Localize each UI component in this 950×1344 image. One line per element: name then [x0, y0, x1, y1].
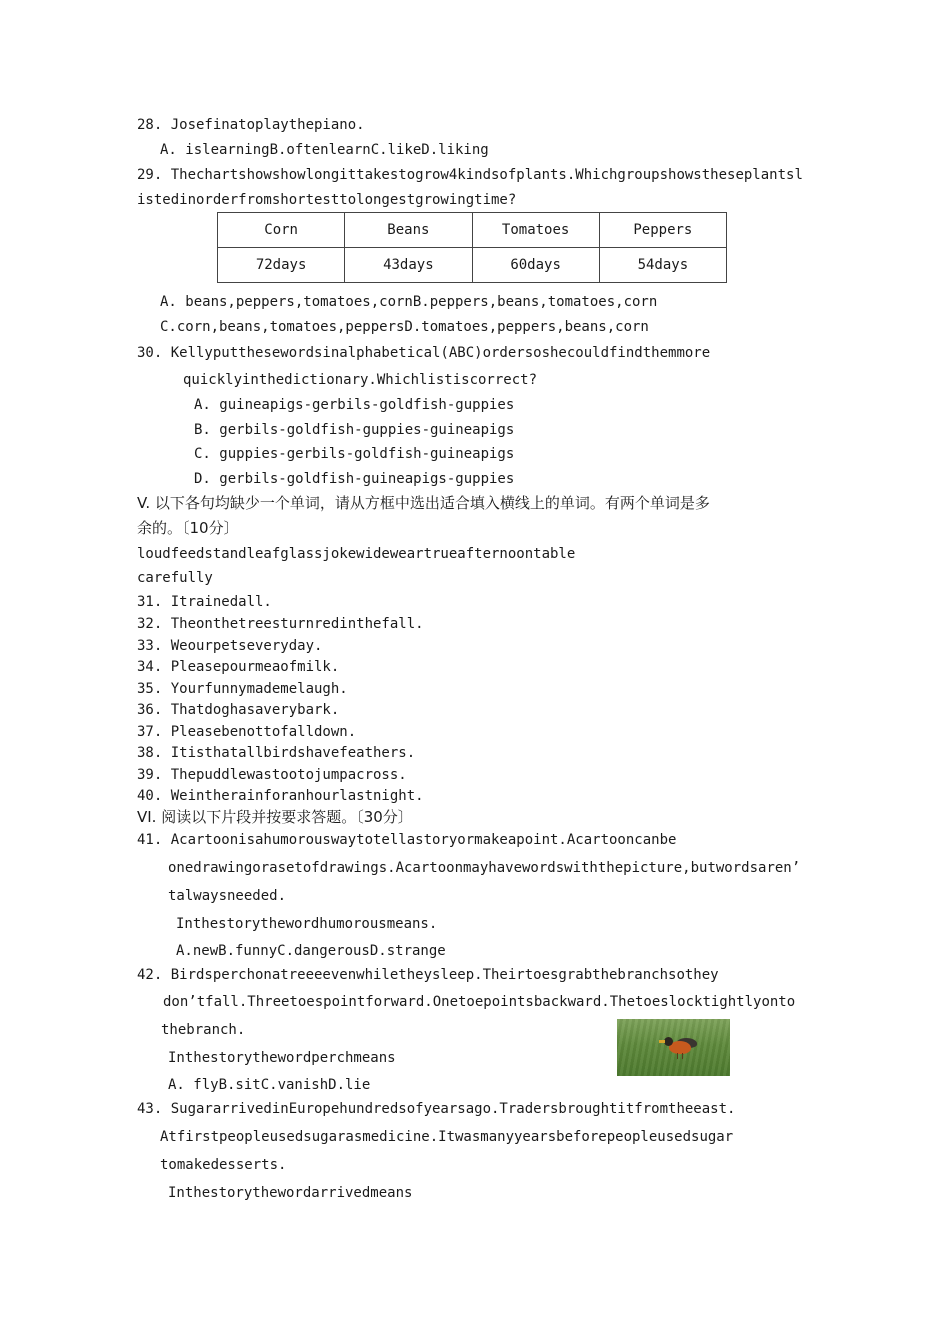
table-header-cell: Corn [218, 213, 345, 248]
section-5-heading-line2: 余的。〔10分〕 [137, 519, 239, 537]
section-6-heading: VI. 阅读以下片段并按要求答题。〔30分〕 [137, 808, 413, 826]
question-43-line3: tomakedesserts. [160, 1157, 287, 1173]
question-42-line3: thebranch. [161, 1022, 246, 1038]
question-31: 31. Itrainedall. [137, 594, 272, 610]
table-cell: 54days [599, 248, 726, 283]
question-34: 34. Pleasepourmeaofmilk. [137, 659, 340, 675]
table-cell: 43days [345, 248, 472, 283]
question-29-stem-line2: istedinorderfromshortesttolongestgrowingtime? [137, 192, 517, 208]
section-5-heading-line1: V. 以下各句均缺少一个单词，请从方框中选出适合填入横线上的单词。有两个单词是多 [137, 494, 710, 512]
question-33: 33. Weourpetseveryday. [137, 638, 323, 654]
question-37: 37. Pleasebenottofalldown. [137, 724, 357, 740]
question-30-option-d: D. gerbils-goldfish-guineapigs-guppies [194, 471, 515, 487]
question-35: 35. Yourfunnymademelaugh. [137, 681, 348, 697]
question-32: 32. Theonthetreesturnredinthefall. [137, 616, 424, 632]
question-29-stem-line1: 29. Thechartshowshowlongittakestogrow4kindsofplants.Whichgroupshowstheseplantsl [137, 167, 803, 183]
table-row [218, 248, 727, 283]
question-43-line1: 43. SugararrivedinEuropehundredsofyearsago.Tradersbroughtitfromtheeast. [137, 1101, 736, 1117]
question-42-line1: 42. Birdsperchonatreeeevenwhiletheysleep.Theirtoesgrabthebranchsothey [137, 967, 719, 983]
table-header-row [218, 213, 727, 248]
table-header-cell: Peppers [599, 213, 726, 248]
question-30-stem-line2: quicklyinthedictionary.Whichlistiscorrect? [183, 372, 538, 388]
question-42-options: A. flyB.sitC.vanishD.lie [168, 1077, 371, 1093]
question-38: 38. Itisthatallbirdshavefeathers. [137, 745, 416, 761]
growing-time-table [217, 212, 727, 283]
word-bank-line2: carefully [137, 570, 213, 586]
question-43-question: Inthestorythewordarrivedmeans [168, 1185, 413, 1201]
table-header-cell: Tomatoes [472, 213, 599, 248]
table-cell: 60days [472, 248, 599, 283]
question-42-question: Inthestorythewordperchmeans [168, 1050, 396, 1066]
question-39: 39. Thepuddlewastootojumpacross. [137, 767, 407, 783]
word-bank-line1: loudfeedstandleafglassjokewideweartrueafternoontable [137, 546, 576, 562]
question-41-line1: 41. Acartoonisahumorouswaytotellastoryormakeapoint.Acartooncanbe [137, 832, 677, 848]
table-header-cell: Beans [345, 213, 472, 248]
robin-photo [617, 1019, 730, 1076]
question-41-options: A.newB.funnyC.dangerousD.strange [176, 943, 446, 959]
question-36: 36. Thatdoghasaverybark. [137, 702, 340, 718]
question-29-options-line2: C.corn,beans,tomatoes,peppersD.tomatoes,peppers,beans,corn [160, 319, 649, 335]
question-42-line2: don’tfall.Threetoespointforward.Onetoepointsbackward.Thetoeslocktightlyonto [163, 994, 796, 1010]
question-30-option-b: B. gerbils-goldfish-guppies-guineapigs [194, 422, 515, 438]
question-43-line2: Atfirstpeopleusedsugarasmedicine.Itwasmanyyearsbeforepeopleusedsugar [160, 1129, 734, 1145]
question-41-question: Inthestorythewordhumorousmeans. [176, 916, 438, 932]
question-28-options: A. islearningB.oftenlearnC.likeD.liking [160, 142, 489, 158]
question-30-option-a: A. guineapigs-gerbils-goldfish-guppies [194, 397, 515, 413]
question-30-stem-line1: 30. Kellyputthesewordsinalphabetical(ABC)ordersoshecouldfindthemmore [137, 345, 711, 361]
question-40: 40. Weintherainforanhourlastnight. [137, 788, 424, 804]
question-30-option-c: C. guppies-gerbils-goldfish-guineapigs [194, 446, 515, 462]
table-cell: 72days [218, 248, 345, 283]
question-29-options-line1: A. beans,peppers,tomatoes,cornB.peppers,beans,tomatoes,corn [160, 294, 658, 310]
question-41-line3: talwaysneeded. [168, 888, 287, 904]
question-28-stem: 28. Josefinatoplaythepiano. [137, 117, 365, 133]
question-41-line2: onedrawingorasetofdrawings.Acartoonmayhavewordswiththepicture,butwordsaren’ [168, 860, 801, 876]
